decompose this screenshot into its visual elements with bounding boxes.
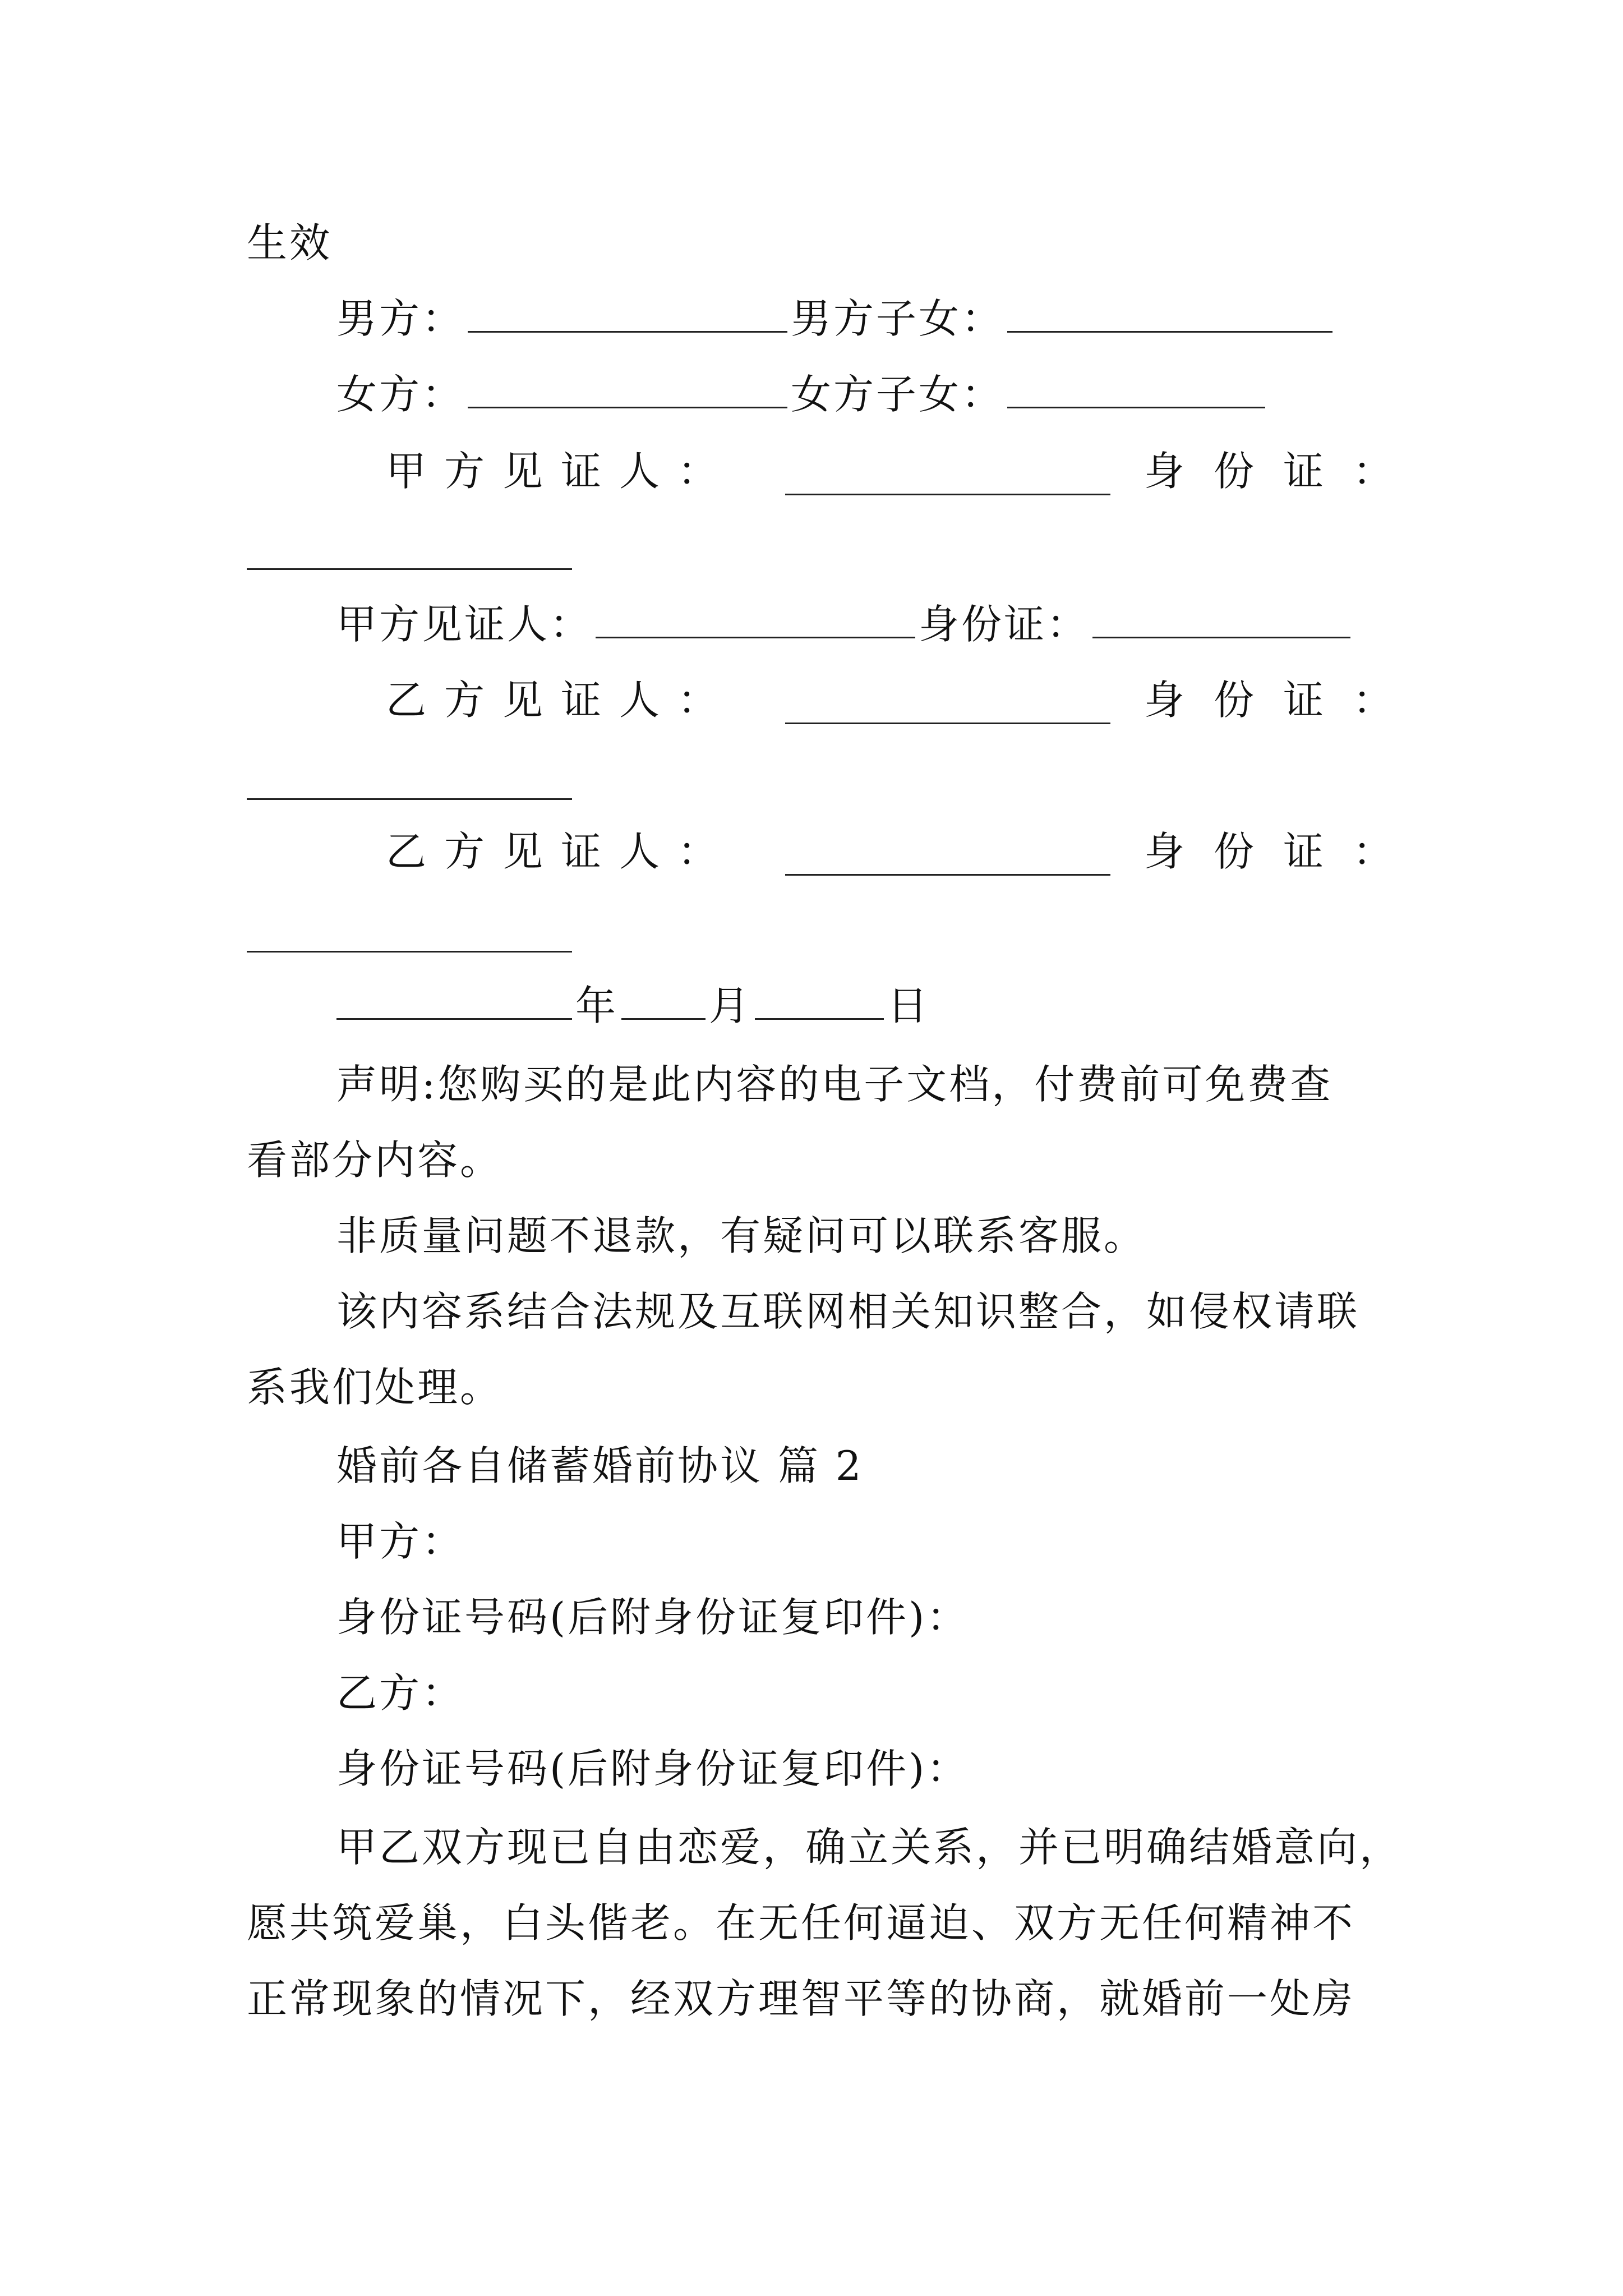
id-char: 身 (1144, 828, 1185, 875)
witness-b-char: 方 (444, 828, 485, 875)
women-children-label: 女方子女： (791, 371, 1004, 418)
witness-b-wide-row-2 (386, 825, 736, 878)
witness-a-wide-blank[interactable] (785, 494, 1110, 495)
witness-a-row (336, 597, 1354, 651)
witness-b-char: 乙 (386, 828, 427, 875)
id-char: ： (1353, 677, 1394, 724)
paragraph-line-3: 正常现象的情况下，经双方理智平等的协商，就婚前一处房 (247, 1975, 1355, 2022)
witness-a-blank[interactable] (596, 597, 915, 638)
witness-b-char: 证 (561, 828, 602, 875)
notice-1b: 看部分内容。 (247, 1137, 503, 1184)
men-children-label: 男方子女： (791, 295, 1004, 342)
id-char: 份 (1214, 448, 1255, 495)
women-children-blank[interactable] (1007, 367, 1265, 408)
id-char: 证 (1283, 677, 1324, 724)
witness-a-label: 甲方见证人： (336, 601, 593, 648)
witness-b-char: 证 (561, 677, 602, 724)
id-wide-blank-a[interactable] (247, 568, 572, 570)
paragraph-line-2: 愿共筑爱巢，白头偕老。在无任何逼迫、双方无任何精神不 (247, 1899, 1355, 1947)
women-name-blank[interactable] (468, 367, 787, 408)
men-name-blank[interactable] (468, 292, 787, 333)
paragraph-line-1: 甲乙双方现已自由恋爱，确立关系，并已明确结婚意向， (336, 1824, 1403, 1871)
witness-a-char: 证 (561, 448, 602, 495)
id-char: 证 (1283, 828, 1324, 875)
date-year: 年 (575, 982, 619, 1029)
line-effect: 生效 (247, 219, 333, 266)
id-wide-blank-c[interactable] (247, 951, 572, 953)
day-blank[interactable] (755, 979, 884, 1020)
id-wide-row-2 (1144, 673, 1422, 727)
witness-a-char: 人 (619, 448, 660, 495)
witness-a-char: 见 (502, 448, 543, 495)
witness-b-wide-blank-2[interactable] (785, 874, 1110, 876)
notice-3b: 系我们处理。 (247, 1364, 503, 1411)
id-char: 身 (1144, 448, 1185, 495)
women-row (336, 367, 1269, 421)
men-label: 男方： (336, 295, 465, 342)
id-label: 身份证： (919, 601, 1090, 648)
section-title: 婚前各自储蓄婚前协议 篇 2 (336, 1442, 864, 1489)
witness-b-char: ： (677, 828, 718, 875)
witness-b-char: 乙 (386, 677, 427, 724)
id-char: ： (1353, 448, 1394, 495)
witness-a-char: ： (677, 448, 718, 495)
party-a-label: 甲方： (336, 1518, 465, 1565)
witness-b-char: 人 (619, 828, 660, 875)
date-day: 日 (887, 982, 930, 1029)
id-char: 证 (1283, 448, 1324, 495)
date-row (336, 979, 930, 1033)
witness-b-wide-row-1 (386, 673, 736, 727)
witness-b-char: 见 (502, 828, 543, 875)
id-wide-blank-b[interactable] (247, 798, 572, 800)
witness-b-char: 见 (502, 677, 543, 724)
witness-b-wide-blank-1[interactable] (785, 723, 1110, 724)
month-blank[interactable] (621, 979, 706, 1020)
witness-b-char: ： (677, 677, 718, 724)
year-blank[interactable] (336, 979, 572, 1020)
notice-2: 非质量问题不退款，有疑问可以联系客服。 (336, 1212, 1147, 1259)
party-a-id-label: 身份证号码(后附身份证复印件)： (336, 1594, 970, 1641)
party-b-id-label: 身份证号码(后附身份证复印件)： (336, 1745, 970, 1792)
id-char: 身 (1144, 677, 1185, 724)
witness-a-char: 方 (444, 448, 485, 495)
witness-a-wide-row (386, 444, 736, 498)
men-row (336, 292, 1336, 346)
notice-3a: 该内容系结合法规及互联网相关知识整合，如侵权请联 (336, 1288, 1360, 1335)
id-char: 份 (1214, 677, 1255, 724)
witness-a-char: 甲 (386, 448, 427, 495)
men-children-blank[interactable] (1007, 292, 1332, 333)
notice-1a: 声明:您购买的是此内容的电子文档，付费前可免费查 (336, 1061, 1333, 1108)
party-b-label: 乙方： (336, 1669, 465, 1717)
id-wide-row-3 (1144, 825, 1422, 878)
id-blank[interactable] (1092, 597, 1350, 638)
witness-b-char: 人 (619, 677, 660, 724)
date-month: 月 (709, 982, 752, 1029)
id-wide-row (1144, 444, 1422, 498)
witness-b-char: 方 (444, 677, 485, 724)
women-label: 女方： (336, 371, 465, 418)
id-char: ： (1353, 828, 1394, 875)
id-char: 份 (1214, 828, 1255, 875)
